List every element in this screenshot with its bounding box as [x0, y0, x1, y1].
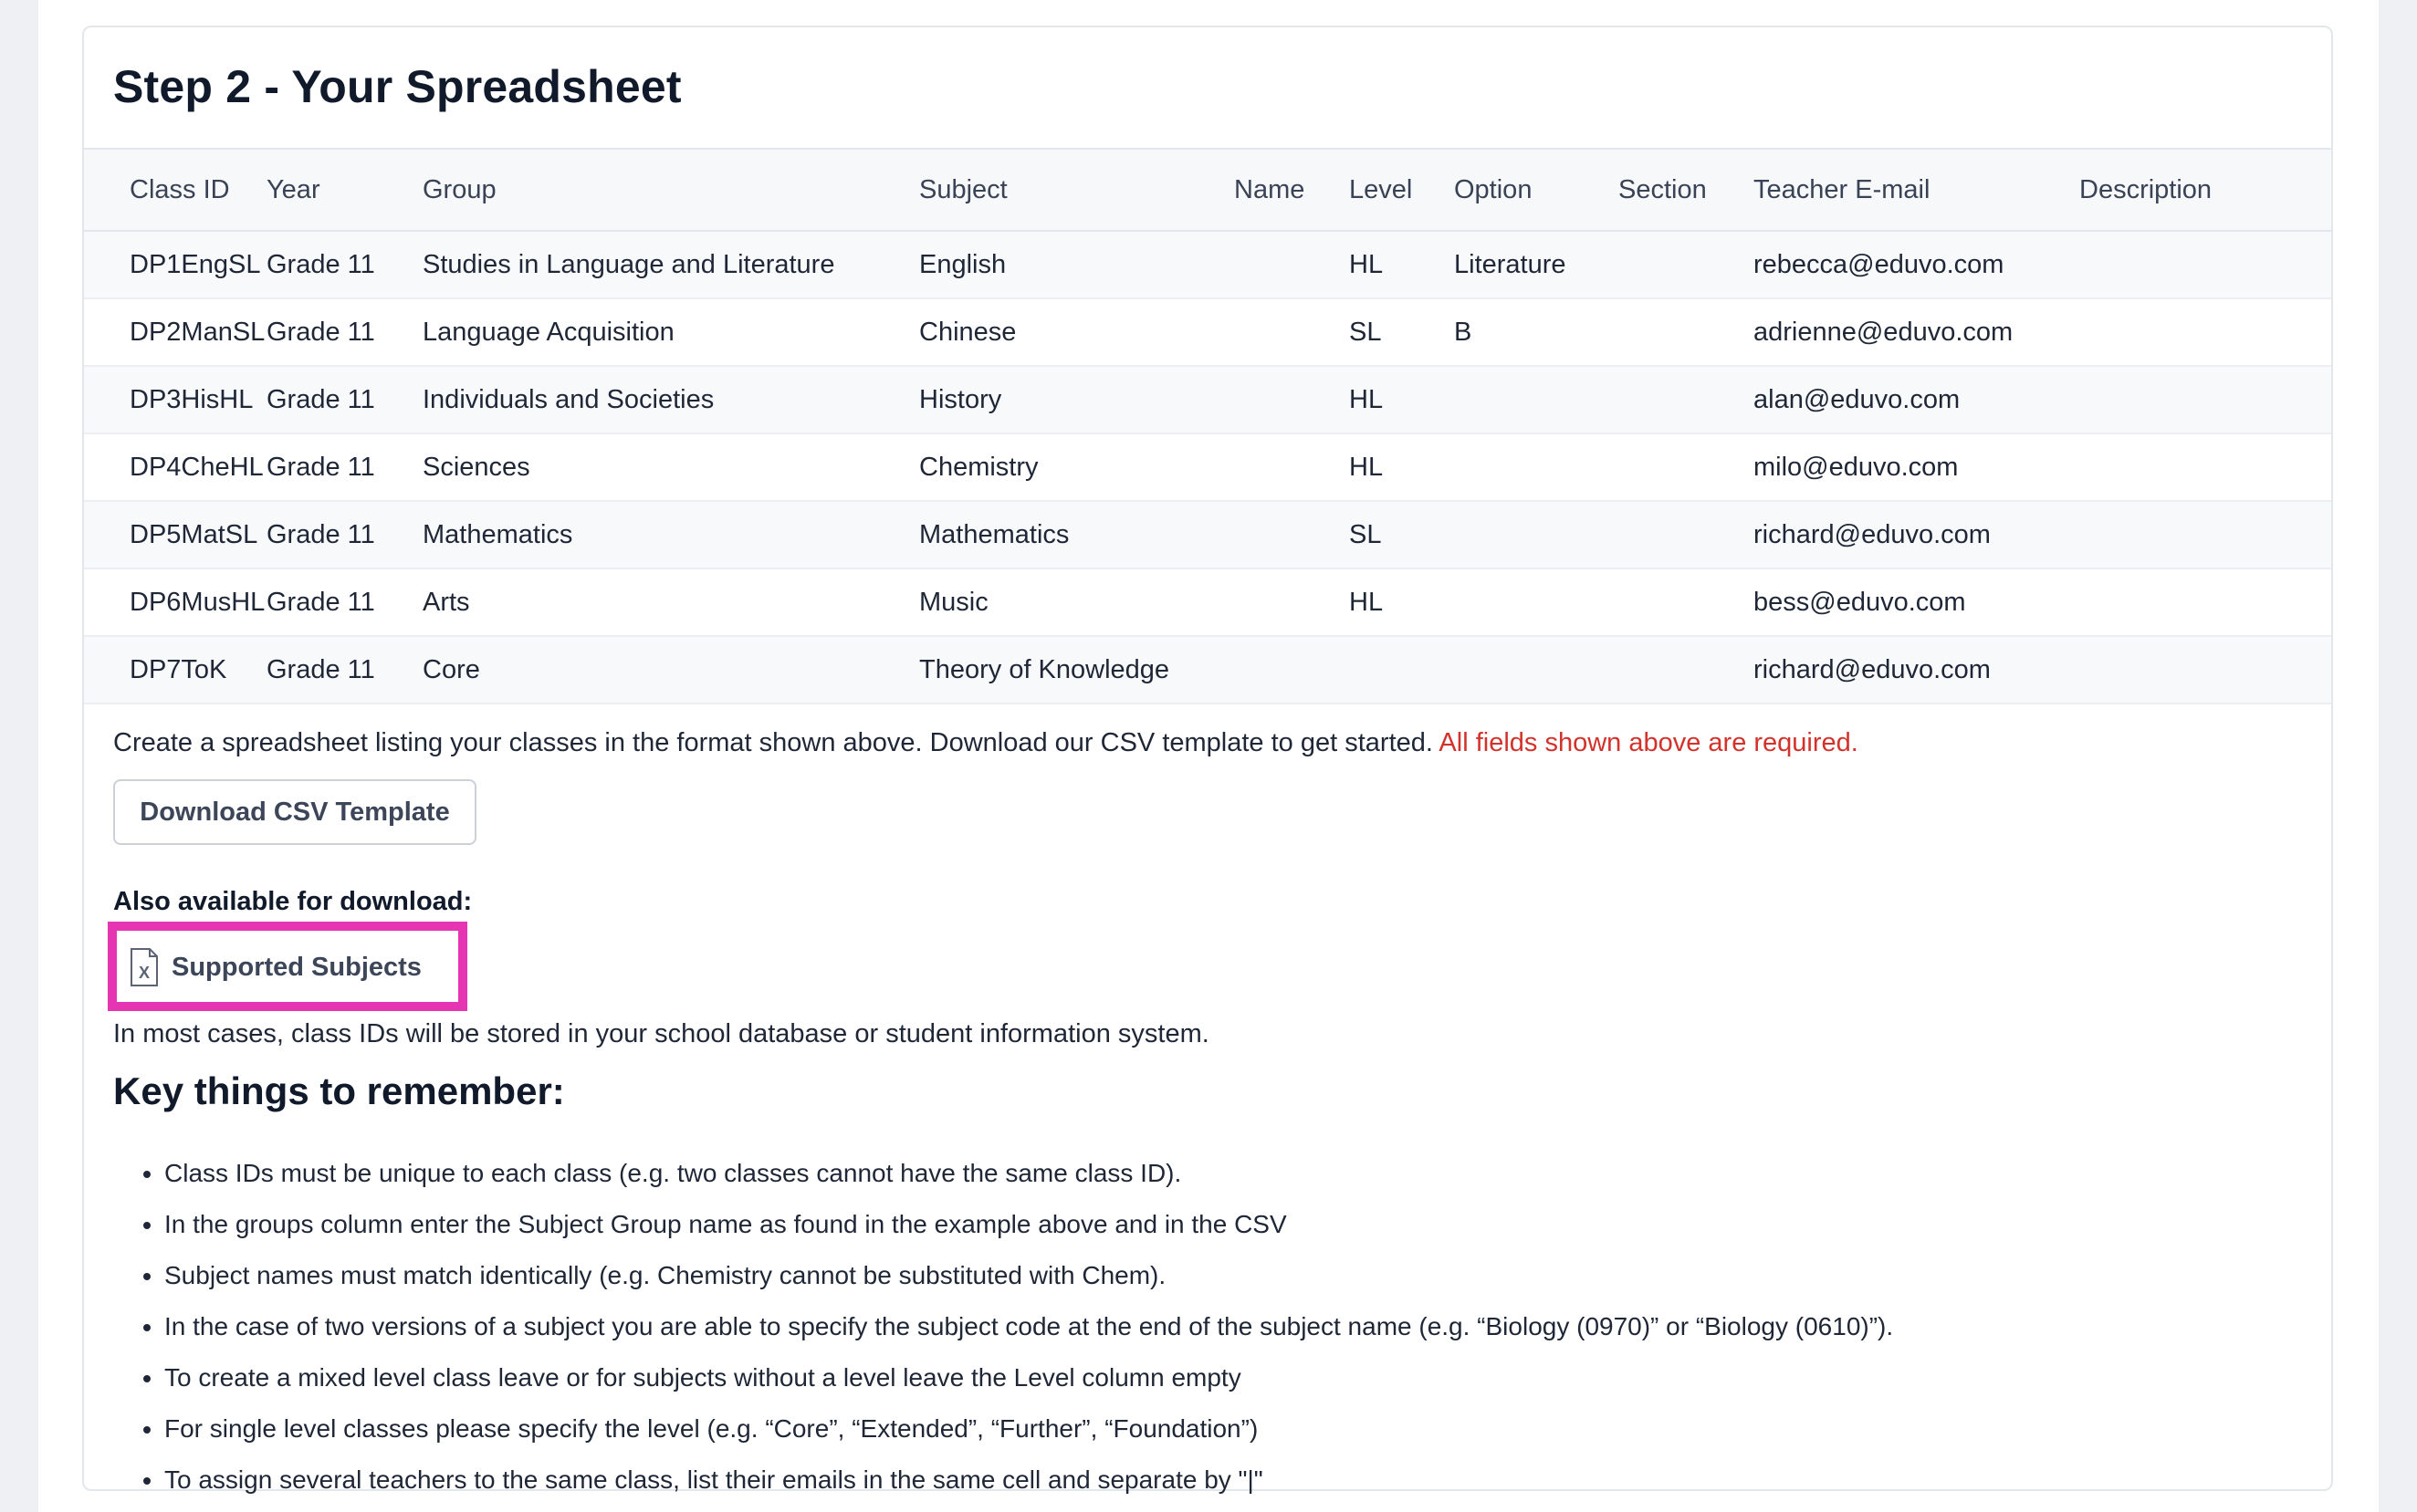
cell-group: Sciences	[423, 433, 919, 501]
cell-level: SL	[1349, 298, 1454, 366]
table-body	[84, 231, 2331, 704]
key-things-heading: Key things to remember:	[113, 1069, 565, 1112]
cell-option	[1454, 568, 1618, 636]
cell-teacher-email: richard@eduvo.com	[1753, 636, 2079, 704]
cell-level: HL	[1349, 231, 1454, 298]
cell-subject: Chinese	[919, 298, 1234, 366]
cell-subject: Music	[919, 568, 1234, 636]
spreadsheet-step-card	[82, 26, 2333, 1494]
header-year: Year	[267, 149, 423, 231]
page-title: Step 2 - Your Spreadsheet	[113, 61, 682, 112]
cell-name	[1234, 366, 1349, 433]
cell-group: Individuals and Societies	[423, 366, 919, 433]
cell-section	[1618, 298, 1753, 366]
cell-teacher-email: adrienne@eduvo.com	[1753, 298, 2079, 366]
cell-class-id: DP5MatSL	[84, 501, 267, 568]
table-row	[84, 501, 2331, 568]
cell-class-id: DP4CheHL	[84, 433, 267, 501]
cell-year: Grade 11	[267, 568, 423, 636]
cell-description	[2079, 298, 2331, 366]
cell-group: Studies in Language and Literature	[423, 231, 919, 298]
cell-subject: Chemistry	[919, 433, 1234, 501]
cell-group: Arts	[423, 568, 919, 636]
header-teacher-email: Teacher E-mail	[1753, 149, 2079, 231]
cell-group: Mathematics	[423, 501, 919, 568]
list-item: • To create a mixed level class leave or for subjects without a level leave the Level column empty	[164, 1352, 2318, 1403]
class-id-info: In most cases, class IDs will be stored in your school database or student information system.	[113, 1019, 1209, 1048]
cell-teacher-email: bess@eduvo.com	[1753, 568, 2079, 636]
cell-group: Core	[423, 636, 919, 704]
supported-subjects-label: Supported Subjects	[172, 952, 422, 982]
cell-name	[1234, 433, 1349, 501]
cell-year: Grade 11	[267, 366, 423, 433]
intro-instructions: Create a spreadsheet listing your classes in the format shown above. Download our CSV template to get started.	[113, 728, 1439, 757]
cell-description	[2079, 231, 2331, 298]
cell-description	[2079, 636, 2331, 704]
cell-level: HL	[1349, 433, 1454, 501]
cell-option: B	[1454, 298, 1618, 366]
header-section: Section	[1618, 149, 1753, 231]
cell-subject: Mathematics	[919, 501, 1234, 568]
list-item: • In the groups column enter the Subject Group name as found in the example above and in the CSV	[164, 1199, 2318, 1250]
cell-subject: History	[919, 366, 1234, 433]
cell-section	[1618, 568, 1753, 636]
cell-class-id: DP3HisHL	[84, 366, 267, 433]
cell-subject: Theory of Knowledge	[919, 636, 1234, 704]
cell-section	[1618, 501, 1753, 568]
cell-name	[1234, 231, 1349, 298]
cell-description	[2079, 433, 2331, 501]
header-option: Option	[1454, 149, 1618, 231]
cell-option	[1454, 366, 1618, 433]
cell-teacher-email: richard@eduvo.com	[1753, 501, 2079, 568]
cell-name	[1234, 298, 1349, 366]
cell-description	[2079, 501, 2331, 568]
cell-class-id: DP1EngSL	[84, 231, 267, 298]
list-item: • For single level classes please specify the level (e.g. “Core”, “Extended”, “Further”, “Foundation”)	[164, 1403, 2318, 1455]
cell-level	[1349, 636, 1454, 704]
cell-description	[2079, 366, 2331, 433]
cell-level: HL	[1349, 568, 1454, 636]
cell-class-id: DP7ToK	[84, 636, 267, 704]
cell-section	[1618, 433, 1753, 501]
download-csv-template-button[interactable]: Download CSV Template	[113, 779, 476, 845]
cell-name	[1234, 636, 1349, 704]
cell-section	[1618, 231, 1753, 298]
header-description: Description	[2079, 149, 2331, 231]
cell-class-id: DP2ManSL	[84, 298, 267, 366]
header-subject: Subject	[919, 149, 1234, 231]
example-classes-table	[84, 148, 2331, 704]
cell-teacher-email: milo@eduvo.com	[1753, 433, 2079, 501]
cell-option	[1454, 501, 1618, 568]
cell-option	[1454, 433, 1618, 501]
supported-subjects-highlight	[108, 922, 467, 1011]
cell-option	[1454, 636, 1618, 704]
table-row	[84, 298, 2331, 366]
cell-level: HL	[1349, 366, 1454, 433]
list-item: • Class IDs must be unique to each class (e.g. two classes cannot have the same class ID).	[164, 1148, 2318, 1199]
cell-name	[1234, 501, 1349, 568]
svg-text:X: X	[138, 964, 151, 982]
cell-subject: English	[919, 231, 1234, 298]
table-row	[84, 433, 2331, 501]
table-row	[84, 568, 2331, 636]
list-item: • To assign several teachers to the same class, list their emails in the same cell and separate by "|"	[164, 1455, 2318, 1506]
table-row	[84, 366, 2331, 433]
cell-section	[1618, 636, 1753, 704]
cell-description	[2079, 568, 2331, 636]
table-header-row	[84, 149, 2331, 231]
header-class-id: Class ID	[84, 149, 267, 231]
also-available-label: Also available for download:	[113, 887, 473, 916]
cell-year: Grade 11	[267, 433, 423, 501]
cell-year: Grade 11	[267, 298, 423, 366]
required-fields-note: All fields shown above are required.	[1439, 728, 1858, 757]
cell-section	[1618, 366, 1753, 433]
cell-year: Grade 11	[267, 231, 423, 298]
cell-group: Language Acquisition	[423, 298, 919, 366]
cell-level: SL	[1349, 501, 1454, 568]
cell-name	[1234, 568, 1349, 636]
header-group: Group	[423, 149, 919, 231]
cell-option: Literature	[1454, 231, 1618, 298]
page	[38, 0, 2379, 1512]
table-row	[84, 636, 2331, 704]
supported-subjects-link[interactable]	[130, 944, 422, 991]
intro-text	[113, 728, 1858, 758]
cell-teacher-email: alan@eduvo.com	[1753, 366, 2079, 433]
cell-year: Grade 11	[267, 501, 423, 568]
header-level: Level	[1349, 149, 1454, 231]
table-row	[84, 231, 2331, 298]
key-things-list	[113, 1148, 2318, 1506]
list-item: • Subject names must match identically (e.g. Chemistry cannot be substituted with Chem).	[164, 1250, 2318, 1301]
excel-file-icon	[130, 947, 159, 987]
cell-teacher-email: rebecca@eduvo.com	[1753, 231, 2079, 298]
header-name: Name	[1234, 149, 1349, 231]
cell-year: Grade 11	[267, 636, 423, 704]
cell-class-id: DP6MusHL	[84, 568, 267, 636]
list-item: • In the case of two versions of a subject you are able to specify the subject code at the end of the subject name (e.g. “Biology (0970)” or “Biology (0610)”).	[164, 1301, 2318, 1352]
